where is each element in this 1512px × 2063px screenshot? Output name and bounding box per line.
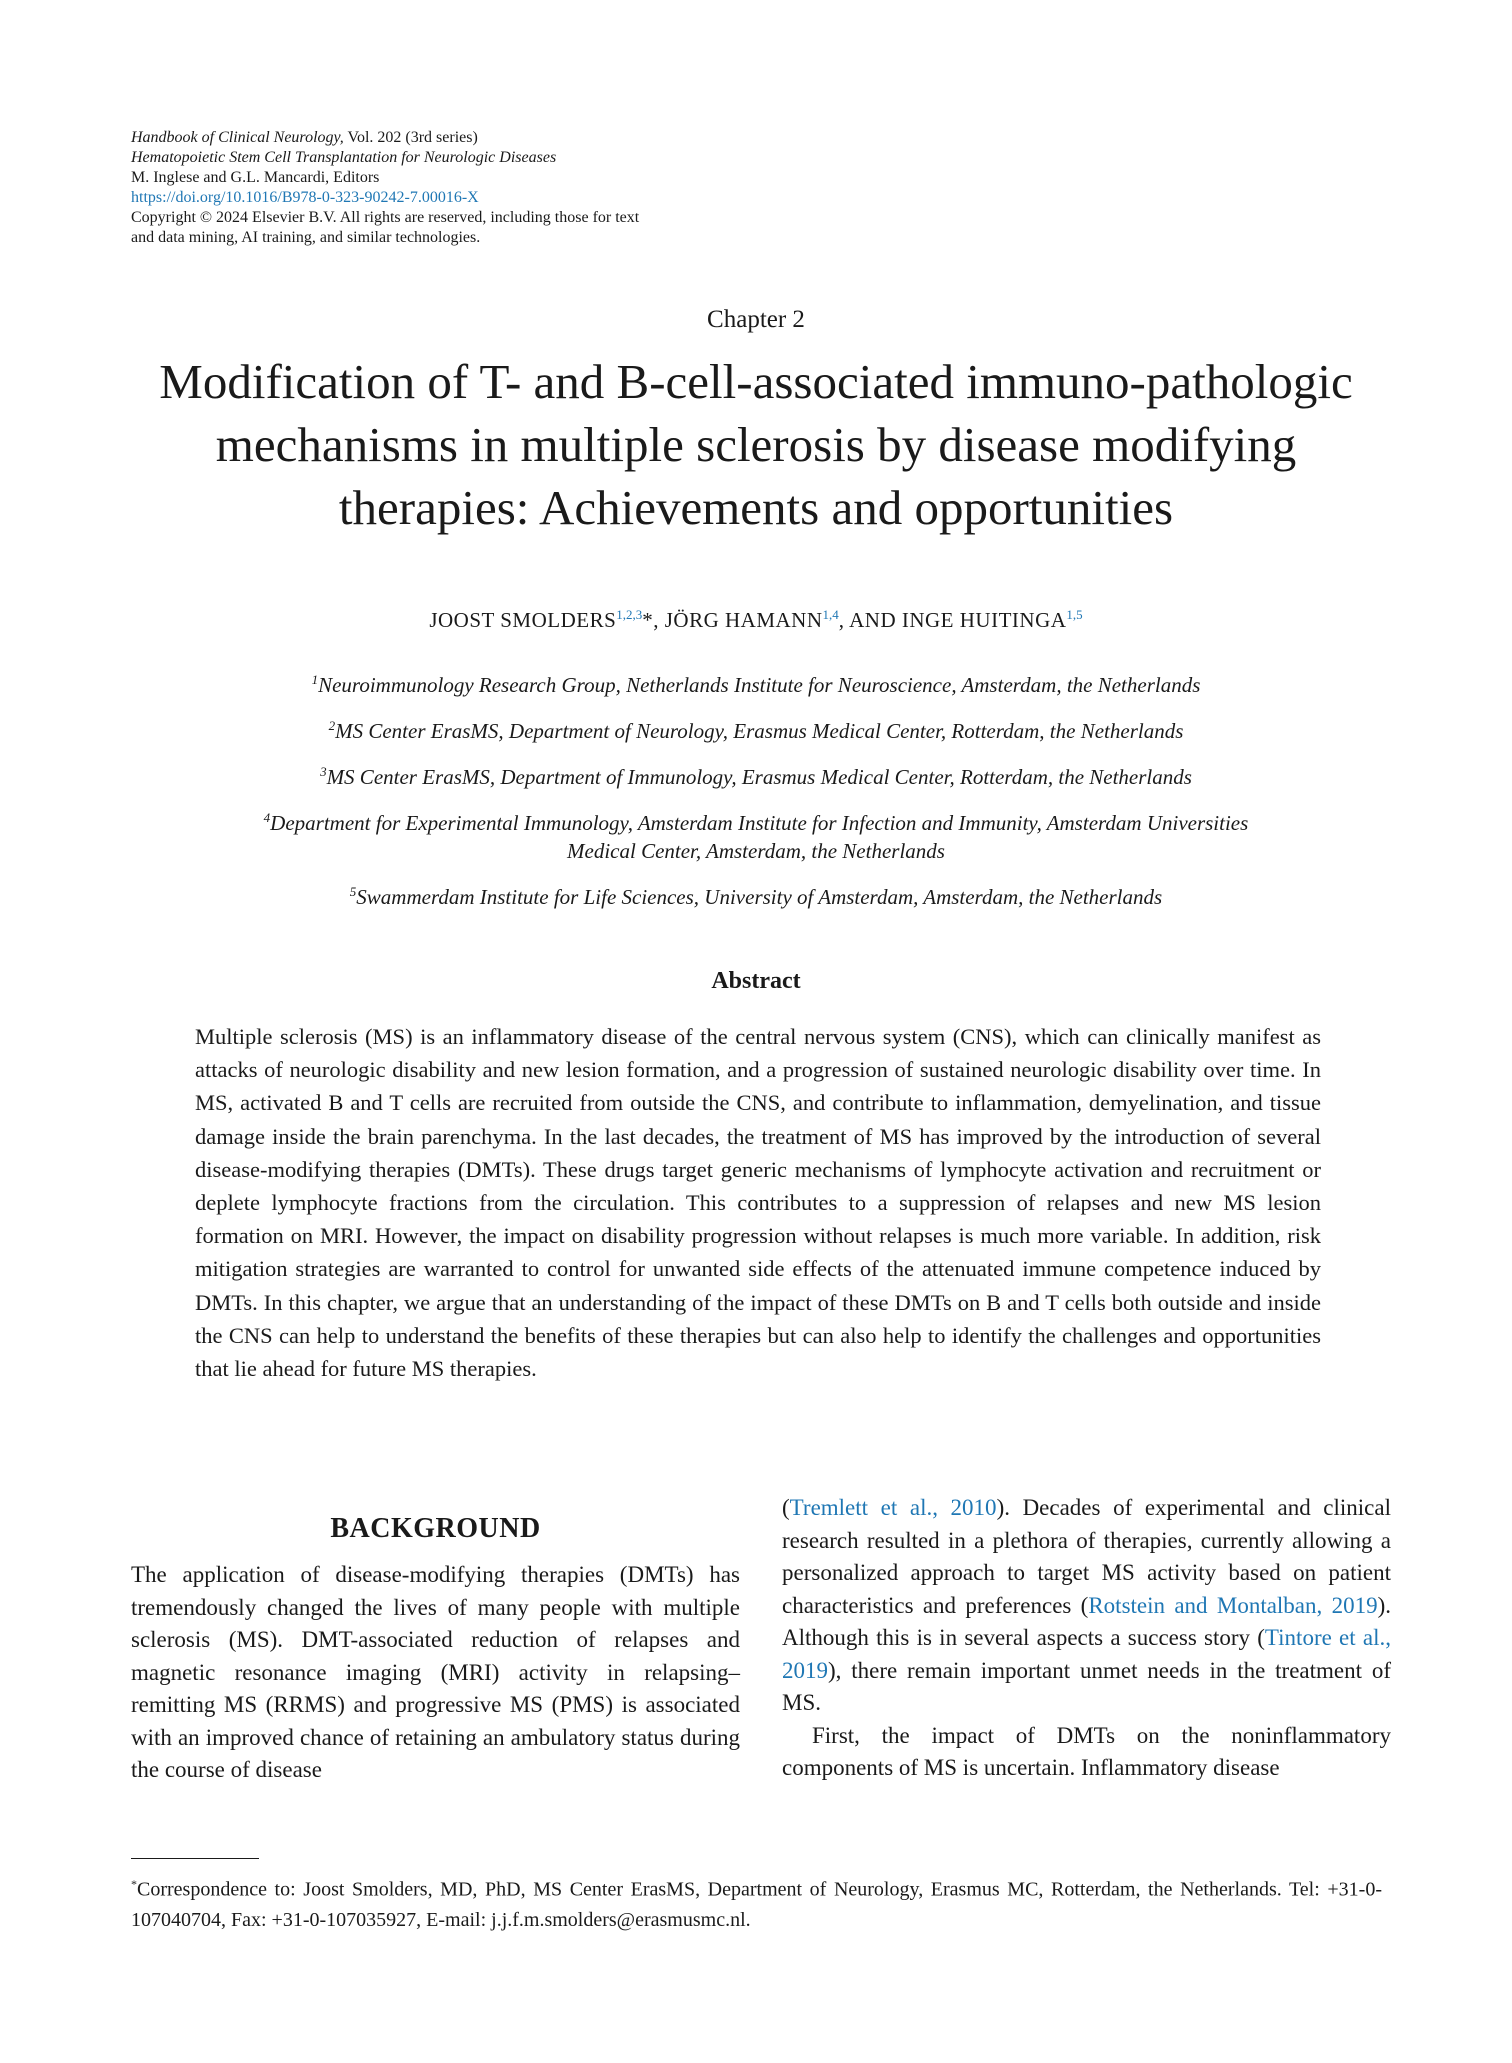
affiliation-ref[interactable]: 1,5 bbox=[1066, 607, 1083, 622]
paragraph: The application of disease-modifying therapies (DMTs) has tremendously changed the lives of many people with multiple sclerosis (MS). DMT-associated reduction of relapses and magnetic resonance imaging (MRI) activity in relapsing–remitting MS (RRMS) and progressive MS (PMS) is associated with an improved chance of retaining an ambulatory status during the course of disease bbox=[131, 1562, 740, 1782]
affiliation: $^3$MS Center ErasMS, Department of Immunology, Erasmus Medical Center, Rotterdam, the Netherlands bbox=[320, 764, 1192, 789]
affiliations bbox=[130, 666, 1382, 924]
chapter-title bbox=[140, 350, 1372, 539]
abstract-heading: Abstract bbox=[711, 968, 801, 994]
corresponding-mark: * bbox=[642, 608, 654, 632]
affiliation: $^1$Neuroimmunology Research Group, Netherlands Institute for Neuroscience, Amsterdam, the Netherlands bbox=[311, 672, 1201, 697]
copyright-line-2: and data mining, AI training, and similar technologies. bbox=[131, 229, 481, 246]
body-column-left bbox=[131, 1559, 740, 1787]
author-name: JOOST SMOLDERS bbox=[429, 608, 617, 632]
editors-line: M. Inglese and G.L. Mancardi, Editors bbox=[131, 169, 380, 186]
affiliation: $^5$Swammerdam Institute for Life Sciences, University of Amsterdam, Amsterdam, the Netherlands bbox=[349, 884, 1163, 909]
footnote-divider bbox=[131, 1858, 259, 1859]
title-line: mechanisms in multiple sclerosis by disease modifying bbox=[215, 417, 1297, 472]
correspondence-footnote: *Correspondence to: Joost Smolders, MD, PhD, MS Center ErasMS, Department of Neurology, Erasmus MC, Rotterdam, the Netherlands. Tel: +31-0-107040704, Fax: +31-0-107035927, E-mail: j.j.f.m.smolders@erasmusmc.nl. bbox=[131, 1877, 1382, 1931]
citation-link[interactable]: Tremlett et al., 2010 bbox=[789, 1495, 997, 1520]
citation-header bbox=[131, 128, 771, 248]
body-column-right bbox=[782, 1492, 1391, 1785]
background-heading: BACKGROUND bbox=[330, 1513, 541, 1544]
abstract-text: Multiple sclerosis (MS) is an inflammatory disease of the central nervous system (CNS), which can clinically manifest as attacks of neurologic disability and new lesion formation, and a progression of sustained neurologic disability over time. In MS, activated B and T cells are recruited from outside the CNS, and contribute to inflammation, demyelination, and tissue damage inside the brain parenchyma. In the last decades, the treatment of MS has improved by the introduction of several disease-modifying therapies (DMTs). These drugs target generic mechanisms of lymphocyte activation and recruitment or deplete lymphocyte fractions from the circulation. This contributes to a suppression of relapses and new MS lesion formation on MRI. However, the impact on disability progression without relapses is much more variable. In addition, risk mitigation strategies are warranted to control for unwanted side effects of the attenuated immune competence induced by DMTs. In this chapter, we argue that an understanding of the impact of these DMTs on B and T cells both outside and inside the CNS can help to understand the benefits of these therapies but can also help to identify the challenges and opportunities that lie ahead for future MS therapies. bbox=[195, 1024, 1321, 1382]
author-list: JOOST SMOLDERS$^{1,2,3}$*, JÖRG HAMANN$^{1,4}$, AND INGE HUITINGA$^{1,5}$ bbox=[429, 607, 1083, 632]
affiliation: $^4$Department for Experimental Immunology, Amsterdam Institute for Infection and Immunity, Amsterdam Universities Medical Center, Amsterdam, the Netherlands bbox=[263, 810, 1249, 863]
copyright-line-1: Copyright © 2024 Elsevier B.V. All rights are reserved, including those for text bbox=[131, 209, 640, 226]
author-name: JÖRG HAMANN bbox=[664, 608, 823, 632]
paragraph: (Tremlett et al., 2010). Decades of experimental and clinical research resulted in a plethora of therapies, currently allowing a personalized approach to target MS activity based on patient characteristics and preferences (Rotstein and Montalban, 2019). Although this is in several aspects a success story (Tintore et al., 2019), there remain important unmet needs in the treatment of MS. bbox=[782, 1495, 1392, 1715]
citation-link[interactable]: Tintore et al., 2019 bbox=[782, 1625, 1391, 1683]
affiliation-ref[interactable]: 1,4 bbox=[822, 607, 839, 622]
author-name: INGE HUITINGA bbox=[901, 608, 1067, 632]
title-line: therapies: Achievements and opportunities bbox=[338, 480, 1174, 535]
chapter-label: Chapter 2 bbox=[707, 306, 805, 333]
doi-link[interactable]: https://doi.org/10.1016/B978-0-323-90242-7.00016-X bbox=[131, 189, 479, 206]
journal-line: Handbook of Clinical Neurology, Vol. 202 (3rd series) bbox=[131, 129, 478, 146]
affiliation-ref[interactable]: 1,2,3 bbox=[616, 607, 643, 622]
paragraph: First, the impact of DMTs on the noninflammatory components of MS is uncertain. Inflammatory disease bbox=[782, 1722, 1391, 1780]
book-title: Hematopoietic Stem Cell Transplantation for Neurologic Diseases bbox=[131, 149, 557, 166]
title-line: Modification of T- and B-cell-associated immuno-pathologic bbox=[159, 354, 1353, 409]
citation-link[interactable]: Rotstein and Montalban, 2019 bbox=[1088, 1592, 1378, 1618]
affiliation: $^2$MS Center ErasMS, Department of Neurology, Erasmus Medical Center, Rotterdam, the Netherlands bbox=[328, 718, 1184, 743]
